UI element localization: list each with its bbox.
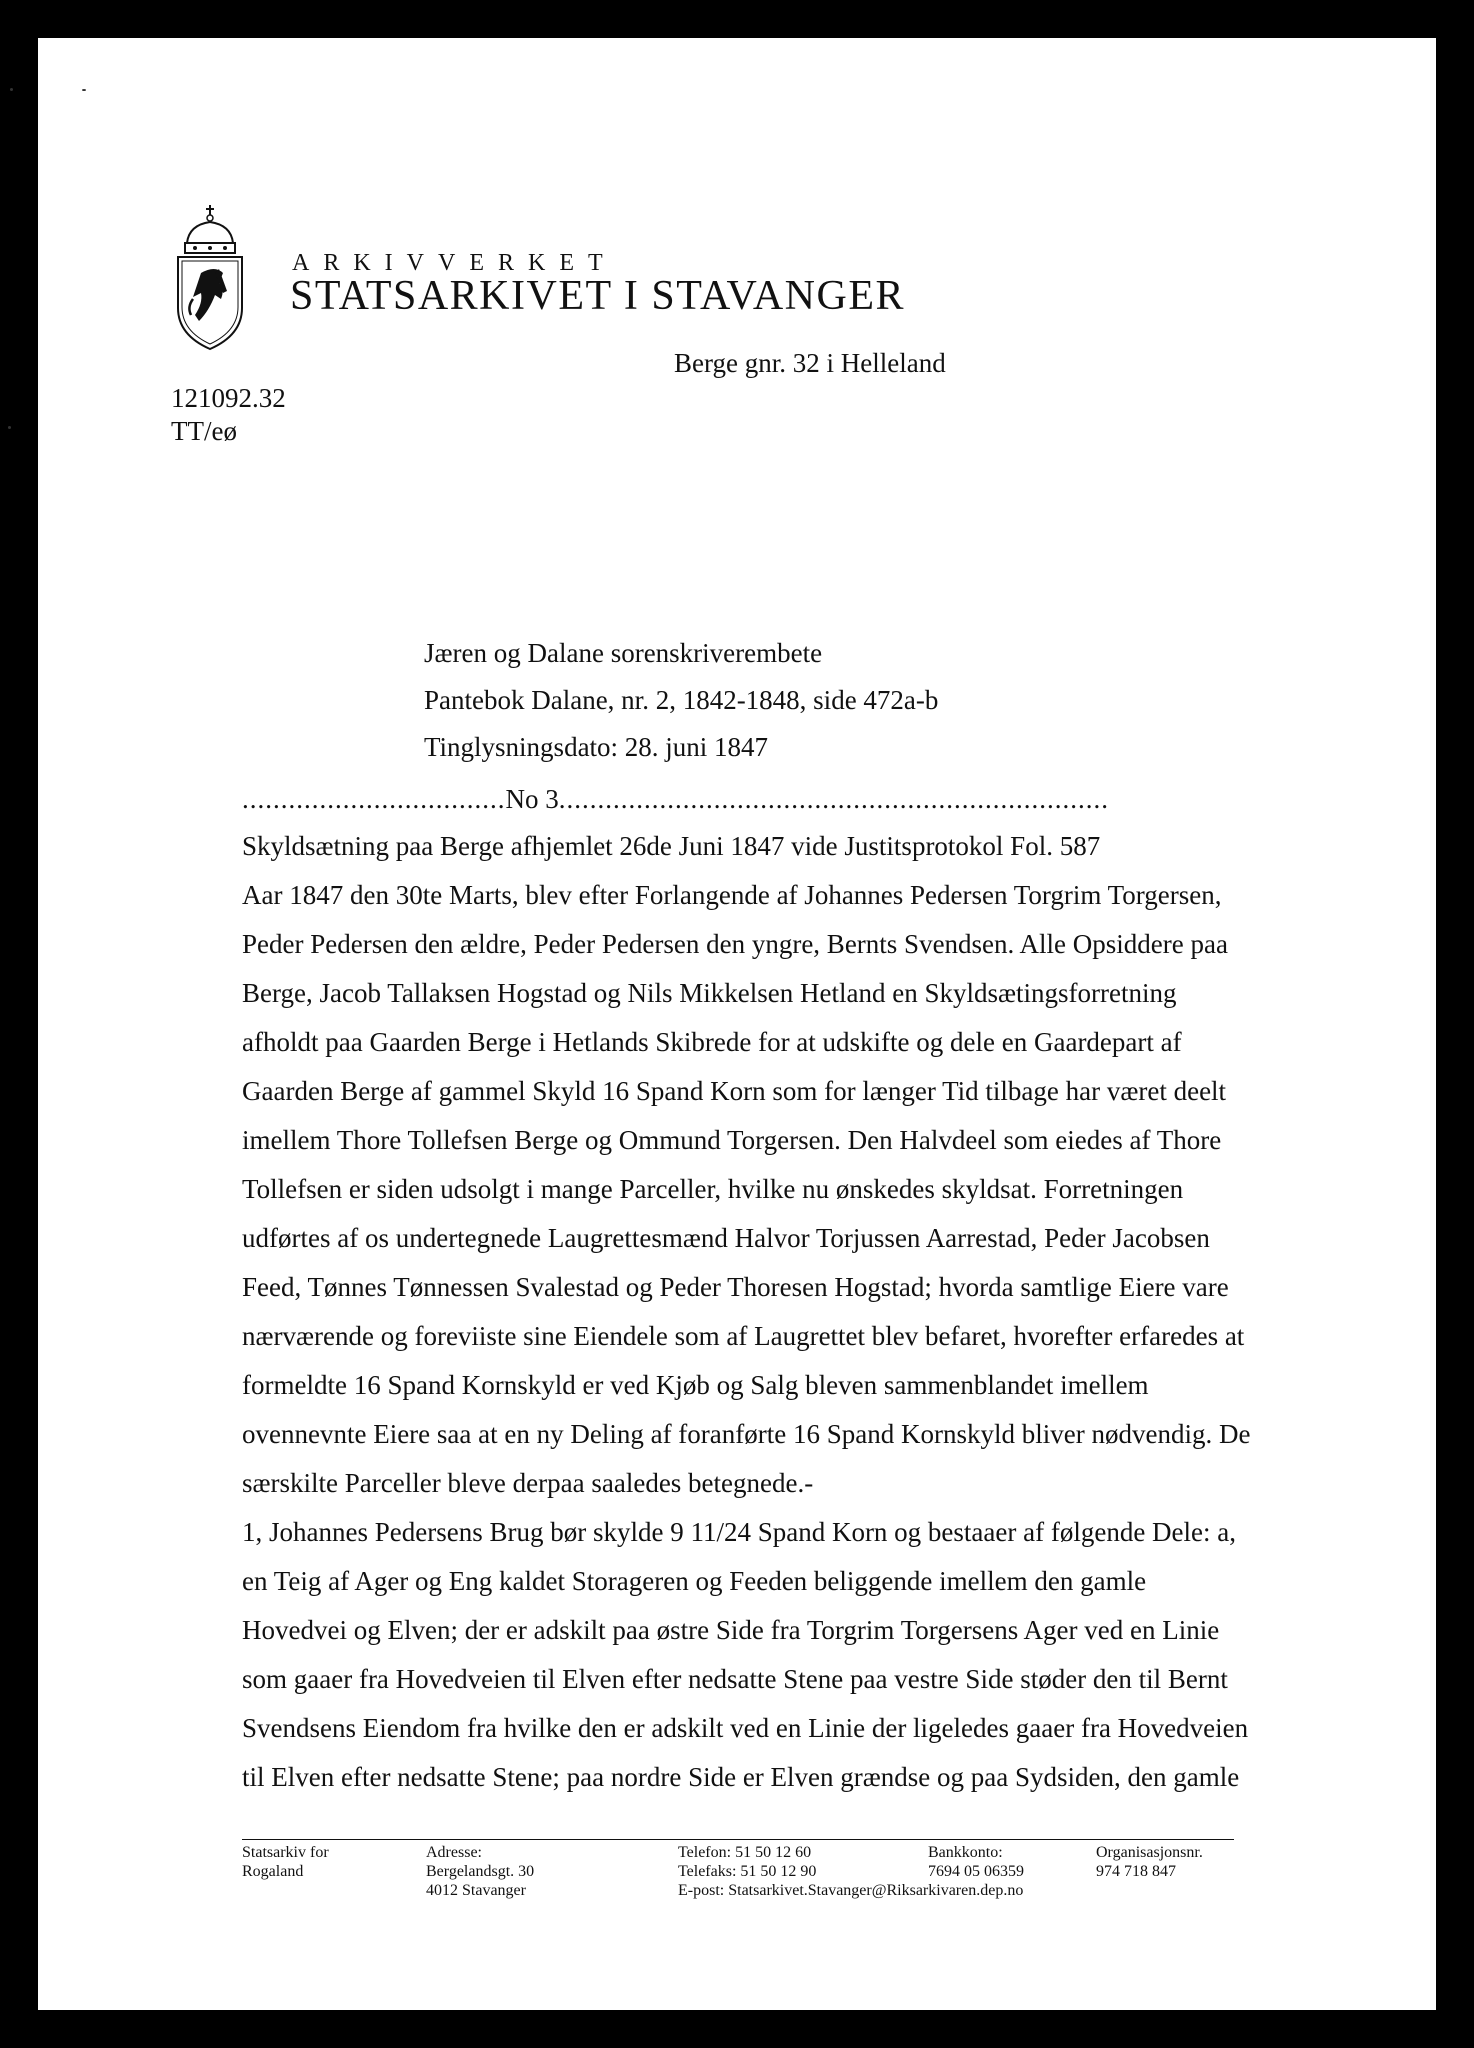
source-book: Pantebok Dalane, nr. 2, 1842-1848, side 472a-b (424, 685, 939, 715)
body-line: særskilte Parceller bleve derpaa saaledes betegnede.- (242, 1468, 814, 1498)
entry-number-line (242, 784, 1297, 815)
body-line: 1, Johannes Pedersens Brug bør skylde 9 11/24 Spand Korn og bestaaer af følgende Dele: a, (242, 1517, 1237, 1547)
reference-number: 121092.32 (171, 383, 286, 413)
footer-text: Rogaland (242, 1863, 304, 1880)
footer-bank (928, 1843, 1024, 1881)
footer-text: Adresse: (426, 1844, 482, 1861)
document-subject: Berge gnr. 32 i Helleland (674, 348, 946, 378)
footer-text: Telefaks: 51 50 12 90 (678, 1863, 817, 1880)
footer-text: Telefon: 51 50 12 60 (678, 1844, 812, 1861)
footer-text: Bergelandsgt. 30 (426, 1863, 535, 1880)
norwegian-coat-of-arms-icon (175, 203, 245, 351)
body-line: nærværende og foreviiste sine Eiendele som af Laugrettet blev befaret, hvorefter erfaredes at (242, 1321, 1245, 1351)
footer-text: 974 718 847 (1096, 1863, 1176, 1880)
source-block (424, 630, 938, 771)
entry-number: No 3 (505, 784, 559, 814)
body-line: udførtes af os undertegnede Laugrettesmænd Halvor Torjussen Aarrestad, Peder Jacobsen (242, 1223, 1210, 1253)
footer-org-number (1096, 1843, 1203, 1881)
footer-address (426, 1843, 534, 1900)
body-line: Feed, Tønnes Tønnessen Svalestad og Peder Thoresen Hogstad; hvorda samtlige Eiere vare (242, 1272, 1229, 1302)
scan-speck (82, 89, 86, 91)
scan-speck (10, 88, 13, 91)
footer-text: Statsarkiv for (242, 1844, 329, 1861)
archive-office-name: STATSARKIVET I STAVANGER (290, 273, 906, 319)
body-line: imellem Thore Tollefsen Berge og Ommund Torgersen. Den Halvdeel som eiedes af Thore (242, 1125, 1222, 1155)
dot-leader: .................................. (242, 784, 506, 814)
reference-block (171, 382, 286, 448)
body-line: Svendsens Eiendom fra hvilke den er adskilt ved en Linie der ligeledes gaaer fra Hovedveien (242, 1713, 1249, 1743)
body-line: Gaarden Berge af gammel Skyld 16 Spand Korn som for længer Tid tilbage har været deelt (242, 1076, 1227, 1106)
body-line: ovennevnte Eiere saa at en ny Deling af foranførte 16 Spand Kornskyld bliver nødvendig. De (242, 1419, 1251, 1449)
body-line: Tollefsen er siden udsolgt i mange Parceller, hvilke nu ønskedes skyldsat. Forretningen (242, 1174, 1184, 1204)
dot-leader: ....................................................................... (558, 784, 1109, 814)
body-line: formeldte 16 Spand Kornskyld er ved Kjøb og Salg bleven sammenblandet imellem (242, 1370, 1149, 1400)
footer-text: Bankkonto: (928, 1844, 1003, 1861)
footer-institution (242, 1843, 329, 1881)
footer-divider (242, 1839, 1234, 1840)
scan-speck (8, 426, 11, 429)
footer-text: 4012 Stavanger (426, 1882, 526, 1899)
source-office: Jæren og Dalane sorenskriverembete (424, 638, 823, 668)
body-line: Aar 1847 den 30te Marts, blev efter Forlangende af Johannes Pedersen Torgrim Torgersen, (242, 880, 1222, 910)
body-line: Peder Pedersen den ældre, Peder Pedersen den yngre, Bernts Svendsen. Alle Opsiddere paa (242, 929, 1228, 959)
body-line: afholdt paa Gaarden Berge i Hetlands Skibrede for at udskifte og dele en Gaardepart af (242, 1027, 1182, 1057)
body-line: en Teig af Ager og Eng kaldet Storageren og Feeden beliggende imellem den gamle (242, 1566, 1147, 1596)
footer-text: Organisasjonsnr. (1096, 1844, 1203, 1861)
body-line: Hovedvei og Elven; der er adskilt paa østre Side fra Torgrim Torgersens Ager ved en Linie (242, 1615, 1220, 1645)
archive-agency-name: ARKIVVERKET (292, 250, 617, 276)
body-line: Berge, Jacob Tallaksen Hogstad og Nils Mikkelsen Hetland en Skyldsætingsforretning (242, 978, 1177, 1008)
body-line: som gaaer fra Hovedveien til Elven efter nedsatte Stene paa vestre Side støder den til Bernt (242, 1664, 1228, 1694)
transcription-body (242, 822, 1312, 1802)
reference-initials: TT/eø (171, 416, 237, 446)
footer-email[interactable]: E-post: Statsarkivet.Stavanger@Riksarkivaren.dep.no (678, 1882, 1024, 1899)
footer-text: 7694 05 06359 (928, 1863, 1024, 1880)
body-line: til Elven efter nedsatte Stene; paa nordre Side er Elven grændse og paa Sydsiden, den gamle (242, 1762, 1240, 1792)
registration-date: Tinglysningsdato: 28. juni 1847 (424, 732, 769, 762)
body-line: Skyldsætning paa Berge afhjemlet 26de Juni 1847 vide Justitsprotokol Fol. 587 (242, 831, 1101, 861)
